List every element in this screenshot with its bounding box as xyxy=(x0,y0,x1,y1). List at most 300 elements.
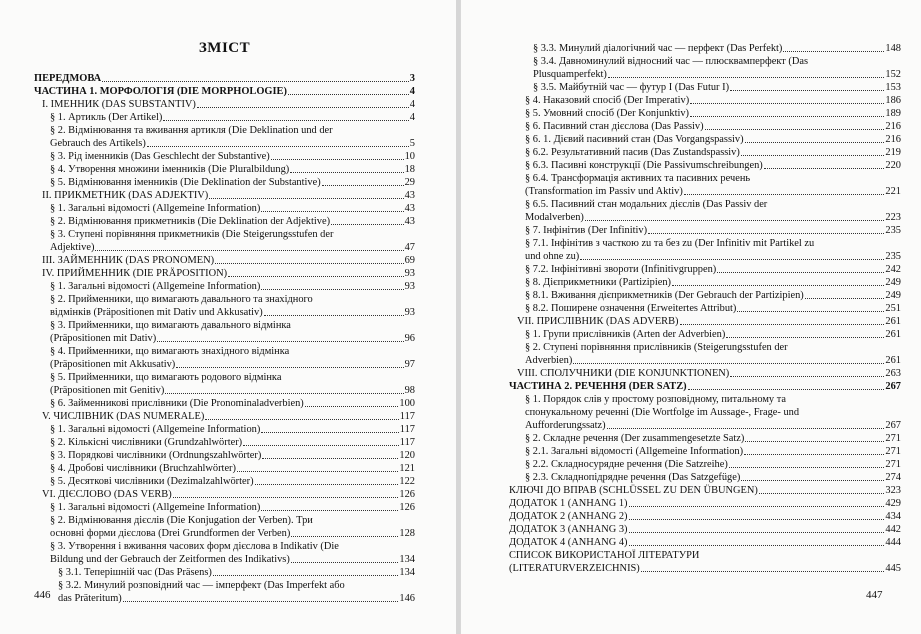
toc-entry xyxy=(34,410,415,423)
toc-entry-text: Adjektive) xyxy=(50,242,95,253)
toc-entry-row xyxy=(34,85,415,98)
toc-entry-row xyxy=(34,280,415,293)
toc-entry xyxy=(509,445,901,458)
toc-entry-text: § 2. Складне речення (Der zusammengesetzte Satz) xyxy=(525,433,745,444)
toc-entry-row xyxy=(509,42,901,55)
toc-entry-line: § 2. Прийменники, що вимагають давального та знахідного xyxy=(50,294,313,305)
toc-entry xyxy=(509,549,901,575)
toc-entry-text: § 3. Порядкові числівники (Ordnungszahlwörter) xyxy=(50,450,262,461)
toc-entry xyxy=(509,81,901,94)
dot-leader xyxy=(176,367,403,368)
toc-entry-row xyxy=(509,120,901,133)
toc-entry-text: І. ІМЕННИК (DAS SUBSTANTIV) xyxy=(42,99,196,110)
dot-leader xyxy=(237,471,398,472)
toc-entry-text: VI. ДІЄСЛОВО (DAS VERB) xyxy=(42,489,172,500)
toc-entry-text: § 7.2. Інфінітивні звороти (Infinitivgruppen) xyxy=(525,264,717,275)
toc-entry-text: § 5. Десяткові числівники (Dezimalzahlwörter) xyxy=(50,476,254,487)
toc-page-number: 146 xyxy=(399,593,415,604)
toc-page-number: 152 xyxy=(885,69,901,80)
toc-entry xyxy=(509,315,901,328)
toc-entry xyxy=(509,510,901,523)
toc-entry xyxy=(34,150,415,163)
toc-entry xyxy=(509,237,901,263)
toc-entry-text: § 1. Артикль (Der Artikel) xyxy=(50,112,163,123)
dot-leader xyxy=(123,601,399,602)
toc-entry-line: § 4. Прийменники, що вимагають знахідного відмінка xyxy=(50,346,290,357)
toc-entry-text: Bildung und der Gebrauch der Zeitformen des Indikativs) xyxy=(50,554,290,565)
toc-entry-text: § 1. Групи прислівників (Arten der Adverbien) xyxy=(525,329,726,340)
dot-leader xyxy=(305,406,399,407)
toc-entry-text: § 4. Наказовий спосіб (Der Imperativ) xyxy=(525,95,690,106)
toc-entry-line: § 2. Відмінювання дієслів (Die Konjugation der Verben). Три xyxy=(50,515,313,526)
toc-entry xyxy=(509,107,901,120)
toc-page-number: 267 xyxy=(885,381,901,392)
toc-entry xyxy=(34,85,415,98)
toc-entry-text: § 2.3. Складнопідрядне речення (Das Satzgefüge) xyxy=(525,472,741,483)
toc-entry-row xyxy=(509,211,901,224)
dot-leader xyxy=(764,168,885,169)
toc-page-number: 271 xyxy=(885,459,901,470)
dot-leader xyxy=(729,467,885,468)
toc-page-number: 134 xyxy=(399,554,415,565)
dot-leader xyxy=(730,376,884,377)
toc-entry-line: § 2. Відмінювання та вживання артикля (Die Deklination und der xyxy=(50,125,333,136)
dot-leader xyxy=(271,159,404,160)
toc-entry-line: § 3. Прийменники, що вимагають давального відмінка xyxy=(50,320,291,331)
dot-leader xyxy=(261,510,398,511)
dot-leader xyxy=(783,51,884,52)
toc-entry xyxy=(509,484,901,497)
toc-entry-row xyxy=(509,94,901,107)
toc-entry-text: Plusquamperfekt) xyxy=(533,69,607,80)
dot-leader xyxy=(163,120,408,121)
toc-entry xyxy=(34,267,415,280)
toc-entry xyxy=(34,176,415,189)
toc-entry-row xyxy=(34,384,415,397)
dot-leader xyxy=(680,324,885,325)
toc-page-number: 98 xyxy=(404,385,415,396)
toc-page-number: 126 xyxy=(399,489,415,500)
toc-entry-text: Modalverben) xyxy=(525,212,584,223)
toc-entry-row xyxy=(509,380,901,393)
toc-entry-line: СПИСОК ВИКОРИСТАНОЇ ЛІТЕРАТУРИ xyxy=(509,550,700,561)
toc-entry-row xyxy=(509,315,901,328)
toc-entry-row xyxy=(34,527,415,540)
toc-entry-text: § 4. Утворення множини іменників (Die Pluralbildung) xyxy=(50,164,290,175)
toc-entry-line: § 6.5. Пасивний стан модальних дієслів (Das Passiv der xyxy=(525,199,768,210)
dot-leader xyxy=(291,536,398,537)
toc-entry-row xyxy=(509,367,901,380)
contents-title: ЗМІСТ xyxy=(198,40,251,56)
toc-entry xyxy=(34,423,415,436)
toc-page-number: 5 xyxy=(409,138,415,149)
toc-entry xyxy=(509,276,901,289)
toc-entry-text: (Präpositionen mit Genitiv) xyxy=(50,385,165,396)
toc-entry-row xyxy=(34,267,415,280)
toc-entry-row xyxy=(34,98,415,111)
toc-page-number: 4 xyxy=(409,86,415,97)
toc-entry-row xyxy=(34,215,415,228)
toc-page-number: 97 xyxy=(404,359,415,370)
toc-page-number: 434 xyxy=(885,511,901,522)
dot-leader xyxy=(290,172,403,173)
toc-page-number: 4 xyxy=(409,99,415,110)
toc-entry-text: § 1. Загальні відомості (Allgemeine Information) xyxy=(50,281,261,292)
toc-page-number: 186 xyxy=(885,95,901,106)
toc-page-number: 220 xyxy=(885,160,901,171)
toc-entry-text: § 5. Умовний спосіб (Der Konjunktiv) xyxy=(525,108,690,119)
toc-page-number: 261 xyxy=(885,316,901,327)
dot-leader xyxy=(95,250,403,251)
toc-entry-row xyxy=(509,107,901,120)
toc-entry xyxy=(34,293,415,319)
toc-entry-line: § 1. Порядок слів у простому розповідному, питальному та xyxy=(525,394,786,405)
toc-entry-text: (LITERATURVERZEICHNIS) xyxy=(509,563,640,574)
toc-page-number: 221 xyxy=(885,186,901,197)
toc-entry-text: § 3.5. Майбутній час — футур І (Das Futur I) xyxy=(533,82,730,93)
dot-leader xyxy=(629,532,885,533)
toc-entry-row xyxy=(509,536,901,549)
toc-entry-row xyxy=(509,185,901,198)
toc-page-number: 249 xyxy=(885,290,901,301)
toc-page-number: 274 xyxy=(885,472,901,483)
toc-entry-text: § 8.1. Вживання дієприкметників (Der Gebrauch der Partizipien) xyxy=(525,290,804,301)
toc-entry-line: § 3. Ступені порівняння прикметників (Die Steigerungsstufen der xyxy=(50,229,334,240)
toc-entry-text: VII. ПРИСЛІВНИК (DAS ADVERB) xyxy=(517,316,679,327)
toc-entry-line: § 3.4. Давноминулий відносний час — плюсквамперфект (Das xyxy=(533,56,809,67)
toc-entry-text: § 6. 1. Дієвий пасивний стан (Das Vorgangspassiv) xyxy=(525,134,744,145)
toc-page-number: 444 xyxy=(885,537,901,548)
toc-page-number: 18 xyxy=(404,164,415,175)
toc-entry xyxy=(509,146,901,159)
toc-entry-row xyxy=(34,72,415,85)
toc-entry-row xyxy=(509,302,901,315)
toc-entry-text: ПЕРЕДМОВА xyxy=(34,73,102,84)
toc-page-number: 69 xyxy=(404,255,415,266)
toc-entry xyxy=(34,280,415,293)
toc-entry-row xyxy=(34,462,415,475)
toc-entry-text: § 1. Загальні відомості (Allgemeine Information) xyxy=(50,502,261,513)
dot-leader xyxy=(690,116,884,117)
toc-entry xyxy=(509,94,901,107)
toc-entry-text: § 2. Відмінювання прикметників (Die Deklination der Adjektive) xyxy=(50,216,331,227)
toc-entry xyxy=(34,462,415,475)
toc-entry-row xyxy=(34,332,415,345)
toc-entry-text: IV. ПРИЙМЕННИК (DIE PRÄPOSITION) xyxy=(42,268,228,279)
toc-entry-text: ІІІ. ЗАЙМЕННИК (DAS PRONOMEN) xyxy=(42,255,215,266)
dot-leader xyxy=(629,519,885,520)
toc-entry-row xyxy=(509,276,901,289)
dot-leader xyxy=(684,194,885,195)
toc-entry xyxy=(34,501,415,514)
toc-entry-row xyxy=(509,224,901,237)
dot-leader xyxy=(262,458,398,459)
dot-leader xyxy=(261,432,398,433)
toc-entry xyxy=(509,263,901,276)
dot-leader xyxy=(264,315,404,316)
toc-entry-text: § 3. Рід іменників (Das Geschlecht der Substantive) xyxy=(50,151,270,162)
toc-entry xyxy=(34,319,415,345)
toc-entry xyxy=(509,536,901,549)
toc-page-number: 93 xyxy=(404,268,415,279)
dot-leader xyxy=(759,493,885,494)
toc-page-number: 189 xyxy=(885,108,901,119)
toc-entry-row xyxy=(34,111,415,124)
toc-page-number: 223 xyxy=(885,212,901,223)
toc-page-number: 429 xyxy=(885,498,901,509)
toc-entry xyxy=(509,55,901,81)
toc-entry-text: відмінків (Präpositionen mit Dativ und Akkusativ) xyxy=(50,307,263,318)
toc-entry xyxy=(34,98,415,111)
toc-entry xyxy=(34,436,415,449)
dot-leader xyxy=(213,575,399,576)
toc-entry xyxy=(509,393,901,432)
toc-entry-row xyxy=(509,68,901,81)
toc-entry xyxy=(509,458,901,471)
toc-entry xyxy=(34,72,415,85)
toc-entry xyxy=(509,289,901,302)
toc-entry xyxy=(509,159,901,172)
dot-leader xyxy=(573,363,884,364)
toc-entry-row xyxy=(509,159,901,172)
toc-page-number: 271 xyxy=(885,446,901,457)
toc-entry-row xyxy=(34,163,415,176)
toc-entry xyxy=(34,111,415,124)
dot-leader xyxy=(205,419,399,420)
toc-entry-row xyxy=(34,553,415,566)
toc-entry-text: Aufforderungssatz) xyxy=(525,420,606,431)
toc-entry-text: ДОДАТОК 2 (ANHANG 2) xyxy=(509,511,628,522)
toc-entry xyxy=(34,488,415,501)
toc-entry-text: Adverbien) xyxy=(525,355,573,366)
dot-leader xyxy=(688,389,885,390)
toc-entry-text: § 8.2. Поширене означення (Erweitertes Attribut) xyxy=(525,303,737,314)
toc-entry xyxy=(34,475,415,488)
toc-entry-row xyxy=(34,436,415,449)
toc-page-number: 126 xyxy=(399,502,415,513)
toc-entry-text: § 4. Дробові числівники (Bruchzahlwörter) xyxy=(50,463,236,474)
toc-entry xyxy=(509,42,901,55)
toc-entry-row xyxy=(509,289,901,302)
toc-page-number: 219 xyxy=(885,147,901,158)
dot-leader xyxy=(291,562,399,563)
toc-entry xyxy=(509,367,901,380)
toc-entry-row xyxy=(34,475,415,488)
toc-entry-row xyxy=(509,562,901,575)
toc-entry-row xyxy=(509,133,901,146)
right-page xyxy=(460,0,921,634)
toc-entry-row xyxy=(509,497,901,510)
toc-entry xyxy=(34,228,415,254)
toc-entry-text: § 2.1. Загальні відомості (Allgemeine Information) xyxy=(525,446,744,457)
toc-entry xyxy=(34,566,415,579)
toc-page-number: 3 xyxy=(409,73,415,84)
dot-leader xyxy=(209,198,403,199)
dot-leader xyxy=(608,77,885,78)
toc-entry xyxy=(509,120,901,133)
toc-page-number: 128 xyxy=(399,528,415,539)
dot-leader xyxy=(102,81,409,82)
toc-entry xyxy=(34,202,415,215)
toc-entry-text: Gebrauch des Artikels) xyxy=(50,138,146,149)
dot-leader xyxy=(580,259,884,260)
toc-entry-line: спонукальному реченні (Die Wortfolge im Aussage-, Frage- und xyxy=(525,407,800,418)
toc-page-number: 29 xyxy=(404,177,415,188)
toc-page-number: 43 xyxy=(404,190,415,201)
toc-page-number: 43 xyxy=(404,216,415,227)
toc-entry xyxy=(509,432,901,445)
dot-leader xyxy=(197,107,409,108)
toc-entry-line: § 5. Прийменники, що вимагають родового відмінка xyxy=(50,372,282,383)
toc-entry xyxy=(509,523,901,536)
dot-leader xyxy=(261,211,403,212)
dot-leader xyxy=(228,276,403,277)
toc-entry xyxy=(509,224,901,237)
dot-leader xyxy=(288,94,409,95)
toc-entry-text: ЧАСТИНА 2. РЕЧЕННЯ (DER SATZ) xyxy=(509,381,687,392)
toc-entry-text: § 6. Пасивний стан дієслова (Das Passiv) xyxy=(525,121,704,132)
toc-entry xyxy=(34,345,415,371)
toc-entry xyxy=(34,124,415,150)
toc-entry-text: ДОДАТОК 4 (ANHANG 4) xyxy=(509,537,628,548)
dot-leader xyxy=(672,285,884,286)
dot-leader xyxy=(322,185,404,186)
toc-page-number: 10 xyxy=(404,151,415,162)
toc-entry-text: § 1. Загальні відомості (Allgemeine Information) xyxy=(50,424,261,435)
dot-leader xyxy=(243,445,399,446)
toc-entry-text: VIII. СПОЛУЧНИКИ (DIE KONJUNKTIONEN) xyxy=(517,368,730,379)
toc-entry-row xyxy=(34,241,415,254)
toc-entry-text: (Präpositionen mit Akkusativ) xyxy=(50,359,176,370)
toc-entry xyxy=(509,302,901,315)
dot-leader xyxy=(717,272,884,273)
toc-entry-row xyxy=(34,150,415,163)
toc-page-number: 93 xyxy=(404,281,415,292)
toc-entry-text: § 7. Інфінітив (Der Infinitiv) xyxy=(525,225,648,236)
toc-entry xyxy=(509,133,901,146)
toc-entry-row xyxy=(34,501,415,514)
toc-entry xyxy=(34,540,415,566)
dot-leader xyxy=(215,263,404,264)
toc-entry-text: § 1. Загальні відомості (Allgemeine Information) xyxy=(50,203,261,214)
toc-entry-text: und ohne zu) xyxy=(525,251,580,262)
dot-leader xyxy=(629,506,885,507)
dot-leader xyxy=(585,220,885,221)
toc-page-number: 323 xyxy=(885,485,901,496)
table-of-contents-right xyxy=(509,42,901,575)
dot-leader xyxy=(741,155,885,156)
toc-entry-line: § 3. Утворення і вживання часових форм дієслова в Indikativ (Die xyxy=(50,541,339,552)
toc-entry-row xyxy=(34,488,415,501)
toc-entry xyxy=(509,172,901,198)
dot-leader xyxy=(705,129,885,130)
dot-leader xyxy=(331,224,404,225)
toc-entry xyxy=(509,328,901,341)
toc-page-number: 251 xyxy=(885,303,901,314)
toc-page-number: 117 xyxy=(399,411,415,422)
toc-page-number: 4 xyxy=(409,112,415,123)
toc-entry-row xyxy=(34,306,415,319)
toc-page-number: 121 xyxy=(399,463,415,474)
toc-entry-text: (Präpositionen mit Dativ) xyxy=(50,333,157,344)
dot-leader xyxy=(629,545,885,546)
toc-page-number: 442 xyxy=(885,524,901,535)
toc-entry-row xyxy=(509,419,901,432)
toc-page-number: 148 xyxy=(885,43,901,54)
toc-entry-text: § 8. Дієприкметники (Partizipien) xyxy=(525,277,671,288)
toc-entry-row xyxy=(509,510,901,523)
dot-leader xyxy=(737,311,884,312)
left-page xyxy=(0,0,457,634)
toc-page-number: 249 xyxy=(885,277,901,288)
toc-page-number: 235 xyxy=(885,225,901,236)
toc-entry-text: КЛЮЧІ ДО ВПРАВ (SCHLÜSSEL ZU DEN ÜBUNGEN) xyxy=(509,485,758,496)
toc-page-number: 261 xyxy=(885,329,901,340)
toc-entry-row xyxy=(34,566,415,579)
dot-leader xyxy=(648,233,884,234)
toc-entry-row xyxy=(509,484,901,497)
toc-page-number: 117 xyxy=(399,437,415,448)
toc-entry-row xyxy=(509,328,901,341)
toc-entry-text: § 5. Відмінювання іменників (Die Deklination der Substantive) xyxy=(50,177,321,188)
toc-page-number: 216 xyxy=(885,134,901,145)
toc-entry-row xyxy=(34,137,415,150)
toc-entry-row xyxy=(509,250,901,263)
toc-page-number: 235 xyxy=(885,251,901,262)
toc-entry xyxy=(34,579,415,605)
toc-page-number: 100 xyxy=(399,398,415,409)
toc-entry xyxy=(34,449,415,462)
dot-leader xyxy=(147,146,409,147)
toc-page-number: 120 xyxy=(399,450,415,461)
toc-entry-row xyxy=(509,471,901,484)
dot-leader xyxy=(726,337,884,338)
toc-entry xyxy=(509,341,901,367)
toc-page-number: 96 xyxy=(404,333,415,344)
dot-leader xyxy=(607,428,885,429)
toc-entry-text: § 6.2. Результативний пасив (Das Zustandspassiv) xyxy=(525,147,740,158)
toc-entry-row xyxy=(34,202,415,215)
toc-entry xyxy=(509,471,901,484)
toc-entry-text: § 3.3. Минулий діалогічний час — перфект (Das Perfekt) xyxy=(533,43,783,54)
toc-page-number: 122 xyxy=(399,476,415,487)
dot-leader xyxy=(805,298,885,299)
toc-entry-text: ДОДАТОК 1 (ANHANG 1) xyxy=(509,498,628,509)
toc-entry-row xyxy=(34,358,415,371)
toc-entry-line: § 6.4. Трансформація активних та пасивних речень xyxy=(525,173,751,184)
dot-leader xyxy=(745,441,884,442)
toc-entry-row xyxy=(34,423,415,436)
toc-entry-row xyxy=(509,354,901,367)
toc-entry-row xyxy=(509,432,901,445)
dot-leader xyxy=(165,393,403,394)
toc-entry-row xyxy=(34,176,415,189)
dot-leader xyxy=(173,497,399,498)
dot-leader xyxy=(255,484,399,485)
toc-entry-line: § 7.1. Інфінітив з часткою zu та без zu (Der Infinitiv mit Partikel zu xyxy=(525,238,815,249)
page-number-right: 447 xyxy=(866,589,883,601)
toc-entry-row xyxy=(509,146,901,159)
toc-page-number: 242 xyxy=(885,264,901,275)
dot-leader xyxy=(730,90,884,91)
toc-entry xyxy=(34,397,415,410)
toc-entry-text: ЧАСТИНА 1. МОРФОЛОГІЯ (DIE MORPHOLOGIE) xyxy=(34,86,287,97)
toc-entry-text: das Präteritum) xyxy=(58,593,122,604)
toc-entry xyxy=(509,380,901,393)
toc-entry-text: (Transformation im Passiv und Aktiv) xyxy=(525,186,683,197)
toc-entry xyxy=(34,371,415,397)
toc-entry-text: § 2. Кількісні числівники (Grundzahlwörter) xyxy=(50,437,243,448)
